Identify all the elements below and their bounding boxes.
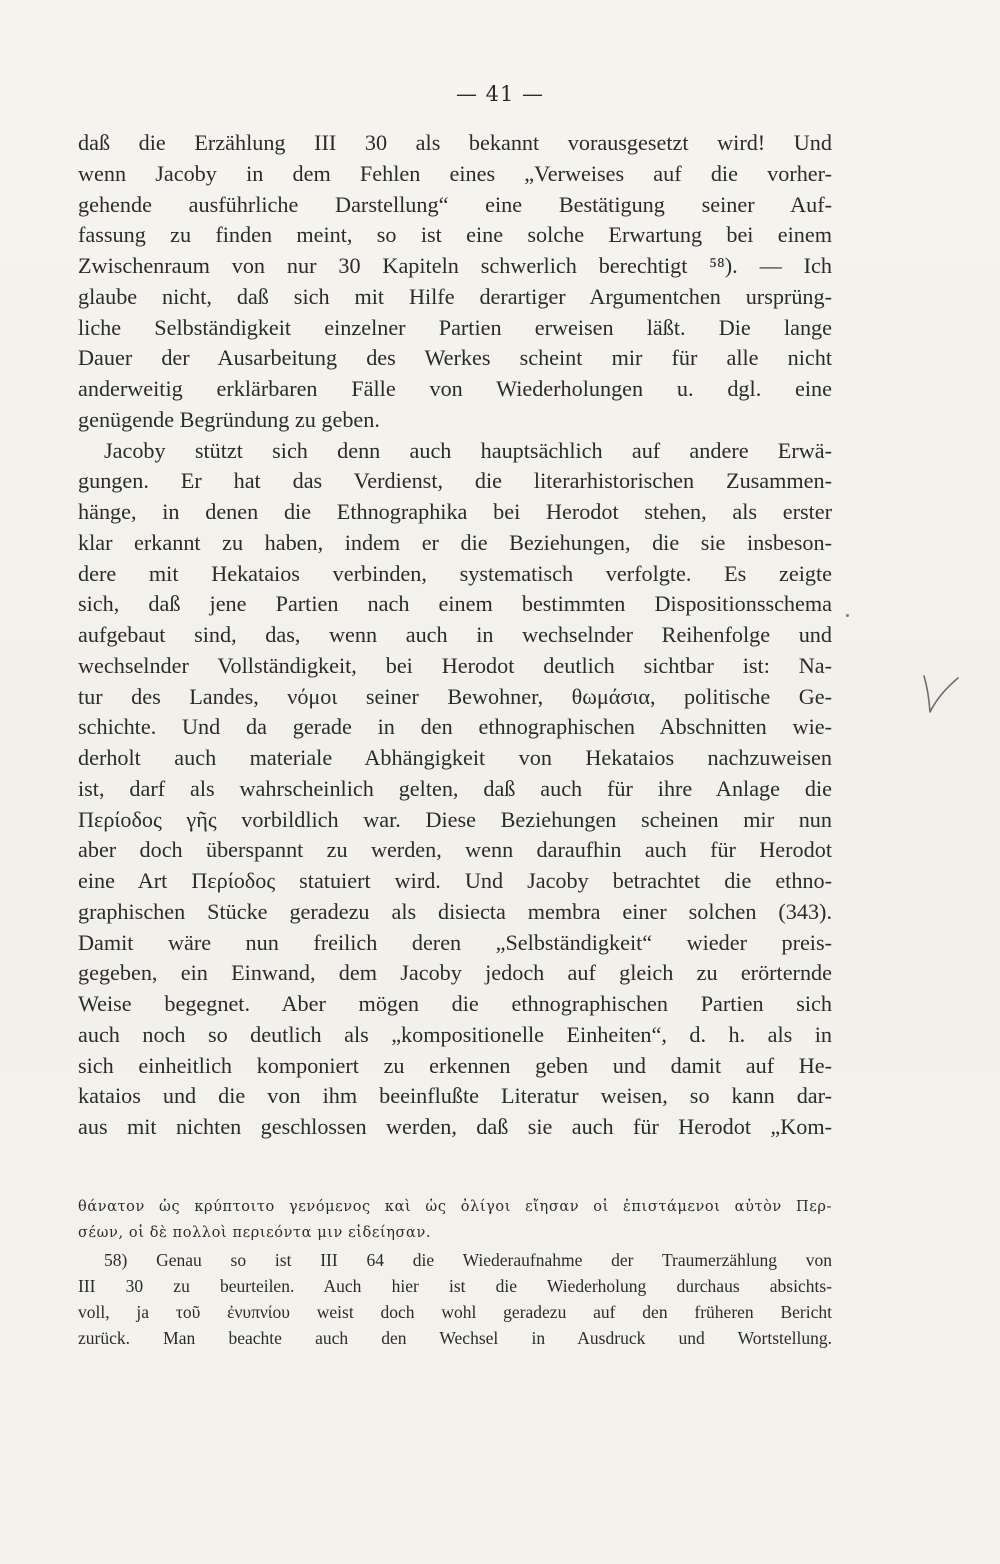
text-line: Weise begegnet. Aber mögen die ethnographischen Partien sich xyxy=(78,991,832,1016)
text-line: dere mit Hekataios verbinden, systematisch verfolgte. Es zeigte xyxy=(78,560,832,586)
footnote-58-start: 58) Genau so ist III 64 die Wiederaufnahme der Traumerzählung von xyxy=(104,1249,832,1270)
text-line: glaube nicht, daß sich mit Hilfe derartiger Argumentchen ursprüng- xyxy=(78,283,832,309)
footnotes-block xyxy=(78,1194,832,1352)
paragraph-end-line: genügende Begründung zu geben. xyxy=(78,406,380,432)
footnote-line: III 30 zu beurteilen. Auch hier ist die Wiederholung durchaus absichts- xyxy=(78,1275,832,1296)
text-line: wechselnder Vollständigkeit, bei Herodot deutlich sichtbar ist: Na- xyxy=(78,652,832,678)
text-line: gungen. Er hat das Verdienst, die literarhistorischen Zusammen- xyxy=(78,468,832,494)
text-line: hänge, in denen die Ethnographika bei Herodot stehen, als erster xyxy=(78,499,832,524)
text-line: auch noch so deutlich als „kompositionelle Einheiten“, d. h. als in xyxy=(78,1021,832,1047)
text-line: daß die Erzählung III 30 als bekannt vorausgesetzt wird! Und xyxy=(78,130,832,155)
text-line: klar erkannt zu haben, indem er die Beziehungen, die sie insbeson- xyxy=(78,529,832,555)
text-line: gehende ausführliche Darstellung“ eine Bestätigung seiner Auf- xyxy=(78,191,832,217)
text-line: sich, daß jene Partien nach einem bestimmten Dispositionsschema xyxy=(78,591,832,617)
text-line: derholt auch materiale Abhängigkeit von Hekataios nachzuweisen xyxy=(78,745,832,770)
text-line: tur des Landes, νόμοι seiner Bewohner, θωμάσια, politische Ge- xyxy=(78,683,832,709)
text-line: anderweitig erklärbaren Fälle von Wiederholungen u. dgl. eine xyxy=(78,376,832,401)
footnote-line: voll, ja τοῦ ἐνυπνίου weist doch wohl geradezu auf den früheren Bericht xyxy=(78,1302,832,1323)
text-line: Zwischenraum von nur 30 Kapiteln schwerlich berechtigt ⁵⁸). — Ich xyxy=(78,253,832,278)
text-line: Damit wäre nun freilich deren „Selbständigkeit“ wieder preis- xyxy=(78,929,832,955)
text-line: ist, darf als wahrscheinlich gelten, daß auch für ihre Anlage die xyxy=(78,775,832,801)
paragraph-start-line: Jacoby stützt sich denn auch hauptsächlich auf andere Erwä- xyxy=(104,437,832,463)
text-line: fassung zu finden meint, so ist eine solche Erwartung bei einem xyxy=(78,222,832,248)
main-text-block xyxy=(78,128,832,1143)
text-line: schichte. Und da gerade in den ethnographischen Abschnitten wie- xyxy=(78,714,832,740)
text-line: Dauer der Ausarbeitung des Werkes scheint mir für alle nicht xyxy=(78,345,832,371)
text-line: aufgebaut sind, das, wenn auch in wechselnder Reihenfolge und xyxy=(78,622,832,647)
pencil-check-mark-icon xyxy=(918,662,962,722)
text-line: liche Selbständigkeit einzelner Partien erweisen läßt. Die lange xyxy=(78,314,832,340)
scan-speck xyxy=(846,614,849,617)
text-line: gegeben, ein Einwand, dem Jacoby jedoch auf gleich zu erörternde xyxy=(78,960,832,986)
page-number: — 41 — xyxy=(455,82,545,106)
text-line: aber doch überspannt zu werden, wenn daraufhin auch für Herodot xyxy=(78,837,832,863)
footnote-line-greek: σέων, οἱ δὲ πολλοὶ περιεόντα μιν εἰδείησαν. xyxy=(78,1225,432,1242)
text-line: kataios und die von ihm beeinflußte Literatur weisen, so kann dar- xyxy=(78,1083,832,1109)
footnote-line: zurück. Man beachte auch den Wechsel in Ausdruck und Wortstellung. xyxy=(78,1328,832,1349)
text-line: aus mit nichten geschlossen werden, daß sie auch für Herodot „Kom- xyxy=(78,1114,832,1139)
text-line: graphischen Stücke geradezu als disiecta membra einer solchen (343). xyxy=(78,898,832,924)
footnote-line-greek: θάνατον ὡς κρύπτοιτο γενόμενος καὶ ὡς ὀλίγοι εἴησαν οἱ ἐπιστάμενοι αὐτὸν Περ- xyxy=(78,1199,832,1215)
text-line: eine Art Περίοδος statuiert wird. Und Jacoby betrachtet die ethno- xyxy=(78,868,832,893)
text-line: Περίοδος γῆς vorbildlich war. Diese Beziehungen scheinen mir nun xyxy=(78,806,832,832)
text-line: sich einheitlich komponiert zu erkennen geben und damit auf He- xyxy=(78,1052,832,1078)
text-line: wenn Jacoby in dem Fehlen eines „Verweises auf die vorher- xyxy=(78,160,832,186)
